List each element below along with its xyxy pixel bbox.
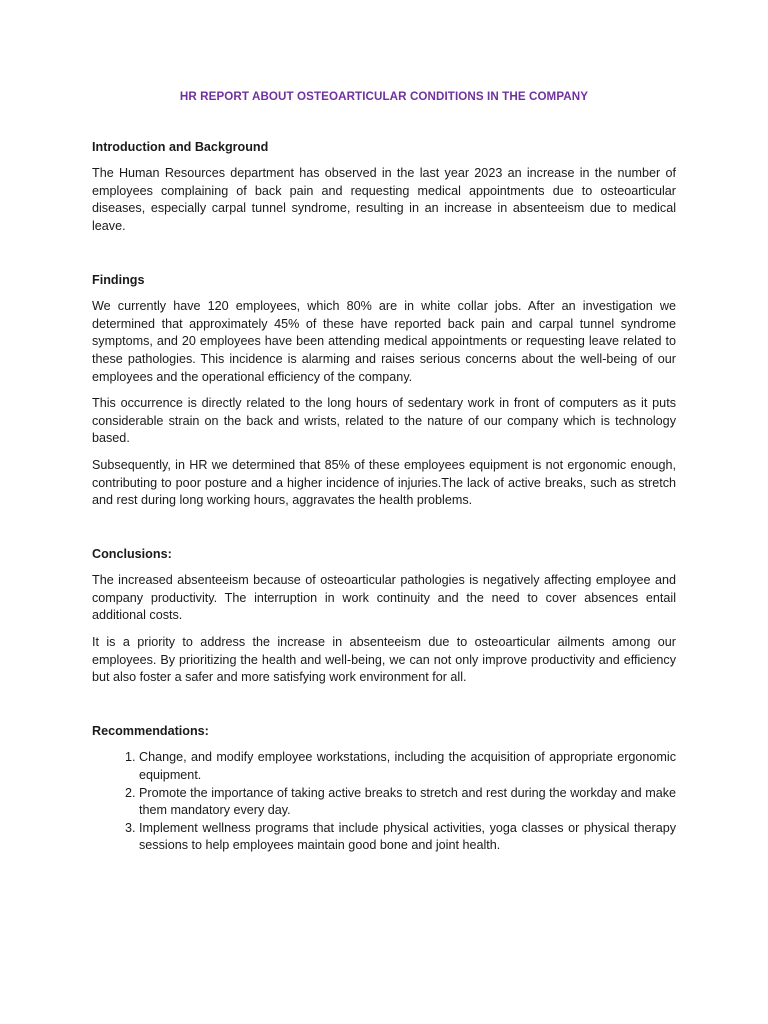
section-recommendations (92, 723, 676, 855)
document-body (92, 88, 676, 855)
list-item: 3. Implement wellness programs that include physical activities, yoga classes or physical therapy sessions to help employees maintain good bone and joint health. (139, 820, 676, 855)
section-spacer (92, 696, 676, 723)
recommendations-list (92, 749, 676, 855)
list-item: 1. Change, and modify employee workstations, including the acquisition of appropriate ergonomic equipment. (139, 749, 676, 784)
section-heading: Recommendations: (92, 723, 209, 738)
section-introduction (92, 139, 676, 236)
section-conclusions (92, 546, 676, 687)
paragraph: We currently have 120 employees, which 80% are in white collar jobs. After an investigation we determined that approximately 45% of these have reported back pain and carpal tunnel syndrome symptoms, and 20 employees have been attending medical appointments or requesting leave related to these pathologies. This incidence is alarming and raises serious concerns about the well-being of our employees and the operational efficiency of the company. (92, 299, 676, 384)
paragraph: The increased absenteeism because of osteoarticular pathologies is negatively affecting employee and company productivity. The interruption in work continuity and the need to cover absences entail additional costs. (92, 573, 676, 623)
section-spacer (92, 245, 676, 272)
paragraph: The Human Resources department has observed in the last year 2023 an increase in the number of employees complaining of back pain and requesting medical appointments due to osteoarticular diseases, especially carpal tunnel syndrome, resulting in an increase in absenteeism due to medical leave. (92, 166, 676, 233)
section-findings (92, 272, 676, 510)
section-spacer (92, 519, 676, 546)
section-heading: Findings (92, 272, 145, 287)
paragraph: This occurrence is directly related to the long hours of sedentary work in front of computers as it puts considerable strain on the back and wrists, related to the nature of our company which is technology based. (92, 396, 676, 446)
paragraph: It is a priority to address the increase in absenteeism due to osteoarticular ailments among our employees. By prioritizing the health and well-being, we can not only improve productivity and efficiency but also foster a safer and more satisfying work environment for all. (92, 635, 676, 685)
paragraph: Subsequently, in HR we determined that 85% of these employees equipment is not ergonomic enough, contributing to poor posture and a higher incidence of injuries.The lack of active breaks, such as stretch and rest during long working hours, aggravates the health problems. (92, 457, 676, 508)
list-item: 2. Promote the importance of taking active breaks to stretch and rest during the workday and make them mandatory every day. (139, 785, 676, 820)
document-title: HR REPORT ABOUT OSTEOARTICULAR CONDITIONS IN THE COMPANY (179, 90, 589, 103)
section-heading: Conclusions: (92, 546, 172, 561)
section-heading: Introduction and Background (92, 139, 269, 154)
